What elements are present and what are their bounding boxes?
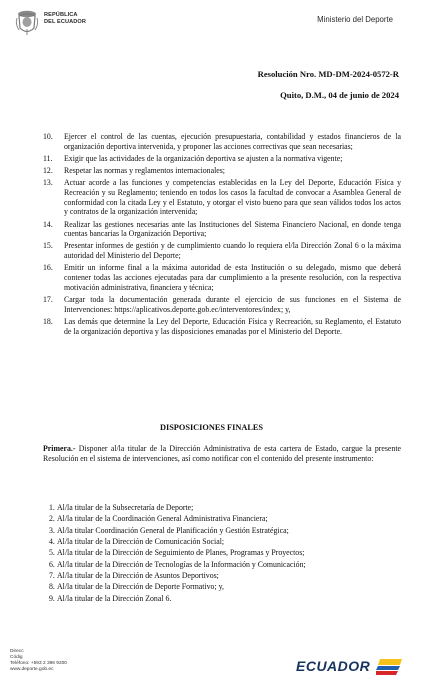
footer-website[interactable]: www.deporte.gob.ec: [10, 666, 54, 672]
item-text: Al/la titular de la Dirección de Seguimiento de Planes, Programas y Proyectos;: [57, 548, 305, 558]
item-text: Al/la titular de la Dirección Zonal 6.: [57, 593, 172, 603]
list-item: [43, 166, 401, 176]
list-item: [43, 560, 401, 570]
item-number: 10.: [43, 132, 53, 141]
list-item: [43, 263, 401, 293]
list-item: [43, 582, 401, 592]
item-text: Exigir que las actividades de la organización deportiva se ajusten a la normativa vigente;: [64, 153, 343, 163]
item-text: Respetar las normas y reglamentos internacionales;: [64, 165, 225, 175]
item-number: 8.: [49, 582, 55, 592]
coat-of-arms-icon: [14, 8, 40, 36]
list-item: [43, 503, 401, 513]
list-item: [43, 295, 401, 315]
primera-text: Disponer al/la titular de la Dirección Administrativa de esta cartera de Estado, cargue la presente Resolución en el sistema de intervenciones, así como notificar con el contenido del presente instrumento:: [43, 444, 401, 464]
list-item: [43, 526, 401, 536]
item-text: Ejercer el control de las cuentas, ejecución presupuestaria, contabilidad y estados financieros de la organización deportiva intervenida, y proponer las acciones correctivas que sean necesarias;: [64, 132, 401, 151]
resolution-number: Resolución Nro. MD-DM-2024-0572-R: [257, 69, 399, 79]
brand-text: ECUADOR: [296, 658, 371, 674]
country-name: [44, 12, 86, 26]
item-number: 14.: [43, 219, 53, 229]
footer-contact: [10, 649, 67, 673]
item-number: 15.: [43, 241, 53, 251]
list-item: [43, 220, 401, 240]
item-text: Cargar toda la documentación generada durante el ejercicio de sus funciones en el Sistema de Intervenciones: https://aplicativos.deporte.gob.ec/interventores/index; y,: [64, 294, 401, 314]
ecuador-brand-logo: [296, 658, 408, 680]
item-text: Presentar informes de gestión y de cumplimiento cuando lo requiera el/la Dirección Zonal 6 o la máxima autoridad del Ministerio del Deporte;: [64, 241, 401, 261]
list-item: [43, 548, 401, 558]
item-number: 17.: [43, 294, 53, 304]
item-number: 2.: [49, 514, 55, 524]
list-item: [43, 241, 401, 261]
resolution-date: Quito, D.M., 04 de junio de 2024: [280, 90, 399, 100]
list-item: [43, 571, 401, 581]
item-text: Al/la titular de la Coordinación General Administrativa Financiera;: [57, 514, 268, 524]
item-number: 18.: [43, 316, 53, 326]
recipients-list: [43, 503, 401, 604]
item-text: Al/la titular de la Dirección de Comunicación Social;: [57, 537, 225, 547]
section-title: DISPOSICIONES FINALES: [159, 423, 264, 432]
item-text: Realizar las gestiones necesarias ante las Instituciones del Sistema Financiero Nacional, en donde tenga cuentas bancarias la Organización Deportiva;: [64, 219, 401, 239]
duties-list: [43, 132, 401, 337]
item-number: 12.: [43, 165, 53, 175]
list-item: [43, 178, 401, 217]
list-item: [43, 154, 401, 164]
item-number: 9.: [49, 593, 55, 603]
item-text: Al/la titular de la Dirección de Asuntos Deportivos;: [57, 571, 219, 581]
ministry-name: Ministerio del Deporte: [317, 15, 393, 24]
item-text: Emitir un informe final a la máxima autoridad de esta Institución o su delegado, mismo que deberá contener todas las acciones ejecutadas para dar cumplimiento a la presente resolución, con la respectiva motivación administrativa, financiera y técnica;: [64, 263, 401, 292]
item-number: 11.: [43, 153, 53, 163]
item-number: 5.: [49, 548, 55, 558]
flag-stripes-icon: [376, 658, 404, 676]
primera-paragraph: [43, 444, 401, 464]
footer-phone: Teléfono: +593 2 396 9200: [10, 660, 67, 666]
item-text: Las demás que determine la Ley del Deporte, Educación Física y Recreación, su Reglamento, el Estatuto de la organización deportiva y las disposiciones emanadas por el Ministerio del Deporte.: [64, 316, 401, 336]
country-line-2: DEL ECUADOR: [44, 19, 87, 25]
list-item: [43, 132, 401, 152]
primera-label: Primera.-: [43, 444, 76, 453]
item-number: 4.: [49, 537, 55, 547]
list-item: [43, 594, 401, 604]
item-number: 6.: [49, 559, 55, 569]
item-number: 16.: [43, 263, 53, 273]
footer-postal-code: Códig: [10, 654, 23, 660]
item-text: Actuar acorde a las funciones y competencias establecidas en la Ley del Deporte, Educación Física y Recreación y su Reglamento; teniendo en todos los casos la facultad de convocar a Asamblea General de conformidad con la citada Ley y el Estatuto, y otorgar el visto bueno para que sean válidos todos los actos y contratos de la organización intervenida;: [64, 177, 401, 217]
item-text: Al/la titular de la Dirección de Tecnologías de la Información y Comunicación;: [57, 559, 306, 569]
item-number: 1.: [49, 503, 55, 512]
item-text: Al/la titular Coordinación General de Planificación y Gestión Estratégica;: [57, 525, 289, 535]
item-text: Al/la titular de la Dirección de Deporte Formativo; y,: [57, 582, 224, 592]
item-number: 13.: [43, 177, 53, 187]
list-item: [43, 514, 401, 524]
footer-address: Direcc: [10, 649, 24, 654]
country-line-1: REPÚBLICA: [44, 12, 78, 18]
item-number: 7.: [49, 571, 55, 581]
item-text: Al/la titular de la Subsecretaría de Deporte;: [57, 503, 194, 512]
list-item: [43, 537, 401, 547]
item-number: 3.: [49, 525, 55, 535]
list-item: [43, 317, 401, 337]
